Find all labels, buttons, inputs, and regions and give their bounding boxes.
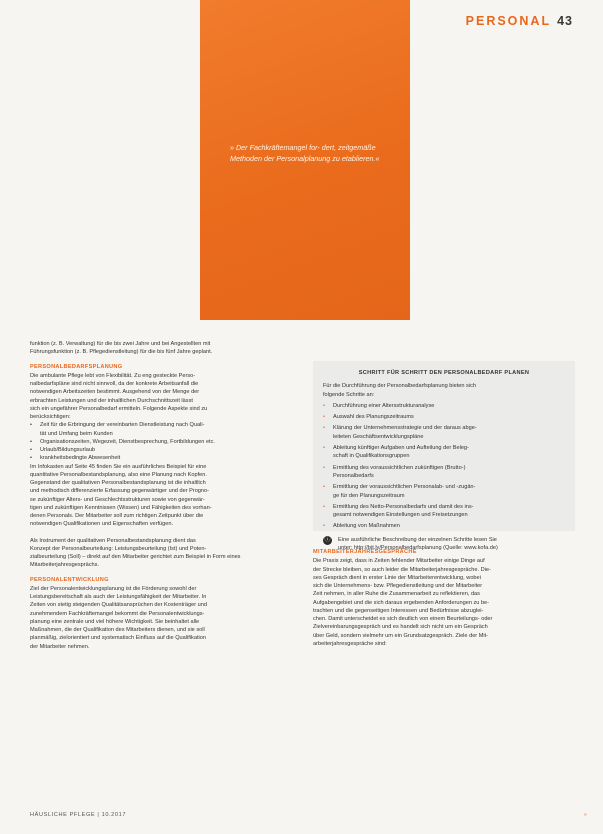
text-line: Klärung der Unternehmensstrategie und der daraus abge- xyxy=(333,425,477,432)
hero-image xyxy=(200,0,410,320)
text-line: Führungsfunktion (z. B. Pflegedienstleitung) für die bis fünf Jahre geplant. xyxy=(30,349,213,356)
list-item xyxy=(323,522,565,530)
list-item xyxy=(323,413,565,421)
hero-quote: » Der Fachkräftemangel for- dert, zeitgemäße Methoden der Personalplanung zu etablieren.« xyxy=(230,143,380,163)
list-item xyxy=(323,424,565,441)
text-line: Ermittlung des Netto-Personalbedarfs und damit des ins- xyxy=(333,503,474,510)
text-line: Urlaub/Bildungsurlaub xyxy=(40,447,96,453)
bullet-icon: • xyxy=(30,438,32,445)
list-item xyxy=(323,483,565,500)
text-line: Personalbedarfs xyxy=(333,472,374,479)
paragraph-qualitative-planning xyxy=(30,463,302,529)
text-line: der Strecke bleiben, so auch leider die Mitarbeiterjahresgespräche. Die- xyxy=(313,566,491,573)
text-line: Ableitung künftiger Aufgaben und Aufteilung der Beleg- xyxy=(333,445,469,452)
text-line: trachten und die gegenseitigen Interessen und Bedürfnisse abzuglei- xyxy=(313,607,484,614)
text-line: Ermittlung der voraussichtlichen Personalab- und -zugän- xyxy=(333,484,476,491)
text-line: funktion (z. B. Verwaltung) für die bis zwei Jahre und bei Angestellten mit xyxy=(30,341,211,347)
text-line: Auswahl des Planungszeitraums xyxy=(333,414,414,421)
bullet-icon: • xyxy=(323,503,325,510)
text-line: Für die Durchführung der Personalbedarfsplanung bieten sich xyxy=(323,383,476,390)
text-line: se zukünftiger Alters- und Geschlechtsstrukturen sowie von gegenwär- xyxy=(30,496,205,503)
text-line: der Mitarbeiter nehmen. xyxy=(30,643,90,650)
text-line: arbeiterjahresgespräche sind: xyxy=(313,640,387,647)
heading-mitarbeiterjahresgespraeche: MITARBEITERJAHRESGESPRÄCHE xyxy=(313,549,417,555)
paragraph-development xyxy=(30,585,302,651)
text-line: Ableitung von Maßnahmen xyxy=(333,523,400,530)
list-item xyxy=(30,438,302,446)
intro-paragraph xyxy=(30,340,302,357)
paragraph-flexibility xyxy=(30,372,302,422)
steps-list xyxy=(323,402,565,531)
text-line: notwendigen Arbeitszeiten bestimmt. Ausgehend von der Menge der xyxy=(30,389,200,396)
text-line: Maßnahmen, die der Qualifikation des Mitarbeiters dienen, und sie soll xyxy=(30,627,205,633)
bullet-icon: • xyxy=(30,422,32,429)
text-line: tät und Umfang beim Kunden xyxy=(40,430,113,437)
link-url-line[interactable]: unter: http://bit.ly/Personalbedarfsplanung (Quelle: www.kofa.de) xyxy=(338,545,498,552)
text-line: Die Praxis zeigt, dass in Zeiten fehlender Mitarbeiter einige Dinge auf xyxy=(313,558,485,565)
text-line: gesamt notwendigen Einstellungen und Freisetzungen xyxy=(333,512,468,519)
text-line: Die ambulante Pflege lebt von Flexibilität. Zu eng gesteckte Perso- xyxy=(30,372,196,379)
list-item xyxy=(30,454,302,462)
text-line: folgende Schritte an: xyxy=(323,391,375,398)
text-line: Zeit nehmen, in aller Ruhe die Zusammenarbeit zu reflektieren, das xyxy=(313,591,480,598)
text-line: zialbeurteilung (Soll) – direkt auf den Mitarbeiter gerichtet zum Beispiel in Form eines xyxy=(30,554,241,560)
footer-publication: HÄUSLICHE PFLEGE | 10.2017 xyxy=(30,812,127,818)
text-line: Organisationszeiten, Wegezeit, Dienstbesprechung, Fortbildungen etc. xyxy=(40,438,215,445)
left-column xyxy=(30,340,302,651)
text-line: ses Gespräch dient in erster Linie der Mitarbeiterentwicklung, wobei xyxy=(313,574,481,581)
text-line: Ziel der Personalentwicklungsplanung ist die Förderung sowohl der xyxy=(30,585,197,592)
bullet-icon: • xyxy=(323,445,325,452)
right-column xyxy=(313,548,575,648)
text-line: schaft in Qualifikationsgruppen xyxy=(333,453,410,460)
text-line: Leistungsbereitschaft als auch der Leistungsfähigkeit der Mitarbeiter. In xyxy=(30,594,207,600)
page-header xyxy=(466,14,573,28)
text-line: planung eine zentrale und viel höhere Wichtigkeit. Sie beinhaltet alle xyxy=(30,618,200,625)
aspects-list xyxy=(30,421,302,462)
paragraph-instrument xyxy=(30,537,302,570)
text-line: Im Infokasten auf Seite 45 finden Sie ein ausführliches Beispiel für eine xyxy=(30,463,207,470)
bullet-icon: • xyxy=(30,455,32,462)
text-line: Gegenstand der qualitativen Personalbestandsplanung ist die inhaltlich xyxy=(30,480,206,486)
list-item xyxy=(323,503,565,520)
info-box-intro xyxy=(323,382,565,399)
bullet-icon: • xyxy=(323,402,325,409)
text-line: tigen und zukünftigen Kenntnissen (Wissen) und Fähigkeiten des vorhan- xyxy=(30,504,212,511)
bullet-icon: • xyxy=(30,447,32,453)
text-line: Zielvereinbarungsgespräch und es handelt sich nicht um ein Gespräch xyxy=(313,624,488,631)
text-line: Konzept der Personalbeurteilung: Leistungsbeurteilung (Ist) und Poten- xyxy=(30,545,207,552)
text-line: leiteten Geschäftsentwicklungspläne xyxy=(333,433,424,440)
list-item xyxy=(30,446,302,454)
section-title: PERSONAL xyxy=(465,14,552,28)
text-line: quantitative Personalbestandsplanung, also eine Planung nach Kopfen. xyxy=(30,471,207,478)
info-icon: ⓘ xyxy=(324,536,331,543)
text-line: berücksichtigen: xyxy=(30,414,71,420)
bullet-icon: • xyxy=(323,425,325,432)
bullet-icon: • xyxy=(323,523,325,530)
text-line: chen. Damit unterscheidet es sich deutlich von einem Beurteilungs- oder xyxy=(313,616,493,622)
list-item xyxy=(30,421,302,438)
continue-mark: » xyxy=(584,812,587,818)
text-line: krankheitsbedingte Abwesenheit xyxy=(40,455,121,462)
bullet-icon: • xyxy=(323,464,325,471)
text-line: planmäßig, zielorientiert und systematisch Einfluss auf die Qualifikation xyxy=(30,635,206,642)
text-line: ge für den Planungszeitraum xyxy=(333,492,405,499)
list-item xyxy=(323,402,565,410)
text-line: Aufgabengebiet und die sich daraus ergebenden Anforderungen zu be- xyxy=(313,599,490,606)
text-line: Zeiten von stetig steigenden Qualitätsansprüchen der Kostenträger und xyxy=(30,602,207,609)
list-item xyxy=(323,444,565,461)
text-line: und methodisch differenzierte Erfassung gegenwärtiger und der Progno- xyxy=(30,488,210,495)
text-line: sich ein ungefährer Personalbedarf ermitteln. Folgende Aspekte sind zu xyxy=(30,405,208,412)
text-line: erbrachten Leistungen und der inhaltlichen Durchschnittszeit lässt xyxy=(30,397,193,404)
text-line: Als Instrument der qualitativen Personalbestandsplanung dient das xyxy=(30,537,196,544)
paragraph-annual-review xyxy=(313,557,575,648)
text-line: notwendigen Qualifikationen und Eigenschaften verfügen. xyxy=(30,521,174,528)
heading-personalentwicklung: PERSONALENTWICKLUNG xyxy=(30,576,109,583)
text-line: Durchführung einer Altersstrukturanalyse xyxy=(333,402,435,409)
bullet-icon: • xyxy=(323,484,325,491)
text-line: zunehmendem Fachkräftemangel bekommt die Personalentwicklungs- xyxy=(30,610,205,617)
heading-personalbedarfsplanung: PERSONALBEDARFSPLANUNG xyxy=(30,363,123,370)
text-line: Zeit für die Erbringung der vereinbarten Dienstleistung nach Quali- xyxy=(40,422,205,429)
text-line: über Geld, sondern vielmehr um ein Grundsatzgespräch. Ziele der Mit- xyxy=(313,632,489,639)
list-item xyxy=(323,464,565,481)
text-line: nalbedarfspläne sind nicht sinnvoll, da der konkrete Arbeitsanfall die xyxy=(30,381,199,387)
page-number: 43 xyxy=(557,14,573,28)
text-line: sich die Unternehmens- bzw. Pflegedienstleitung und der Mitarbeiter xyxy=(313,583,483,589)
text-line: Eine ausführliche Beschreibung der einzelnen Schritte lesen Sie xyxy=(338,536,497,543)
bullet-icon: • xyxy=(323,414,325,421)
info-box-title: SCHRITT FÜR SCHRITT DEN PERSONALBEDARF PLANEN xyxy=(358,370,530,376)
text-line: denen Personals. Der Mitarbeiter soll zum richtigen Zeitpunkt über die xyxy=(30,513,204,519)
text-line: Mitarbeiterjahresgesprächs. xyxy=(30,562,100,569)
text-line: Ermittlung des voraussichtlichen zukünftigen (Brutto-) xyxy=(333,464,466,471)
